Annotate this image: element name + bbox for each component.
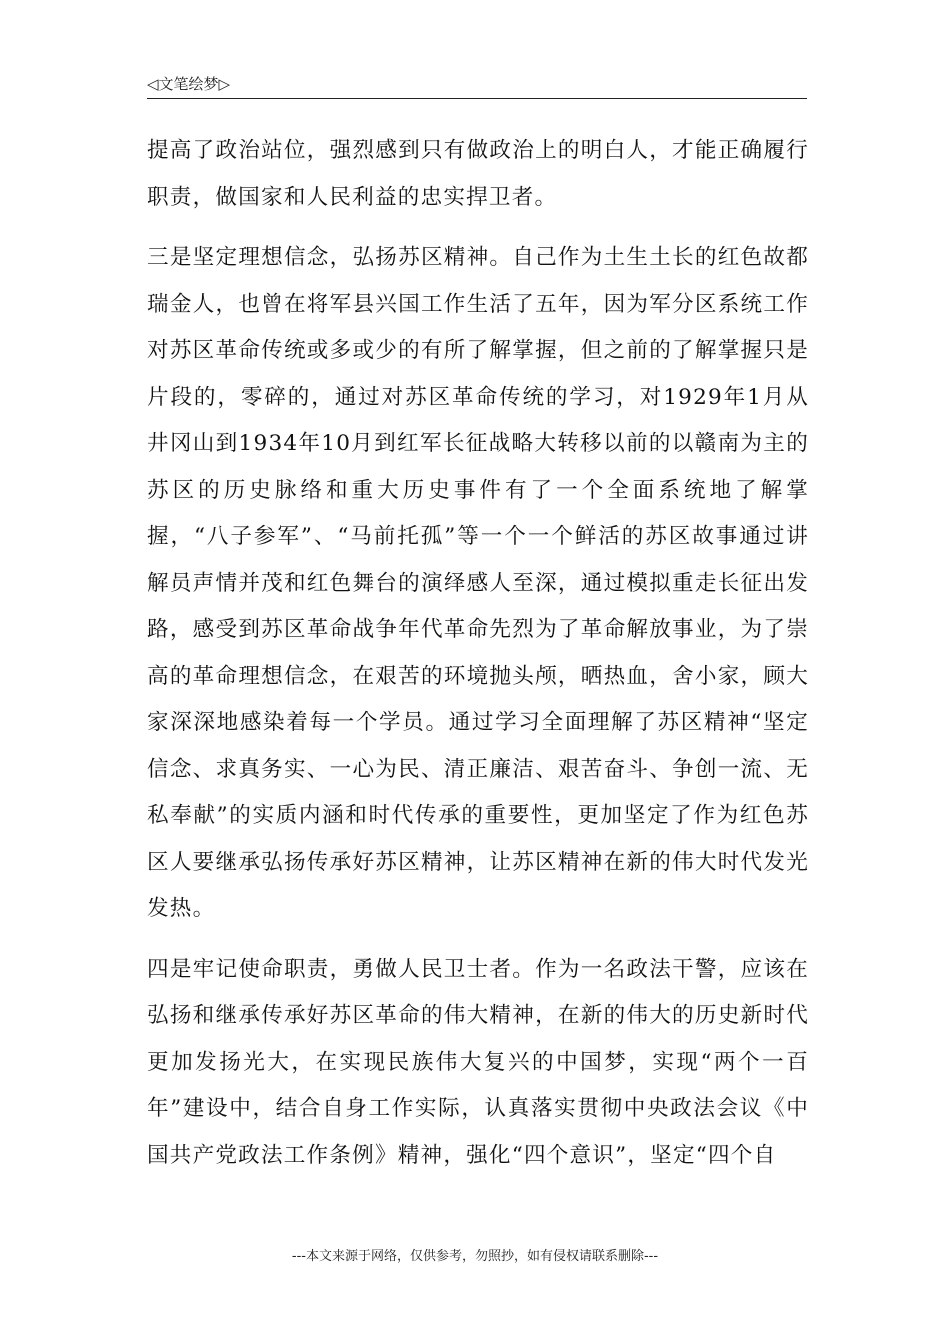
paragraph-2: 三是坚定理想信念，弘扬苏区精神。自己作为土生土长的红色故都瑞金人，也曾在将军县兴国工作生活了五年，因为军分区系统工作对苏区革命传统或多或少的有所了解掌握，但之前的了解掌握只是片段的，零碎的，通过对苏区革命传统的学习，对1929年1月从井冈山到1934年10月到红军长征战略大转移以前的以赣南为主的苏区的历史脉络和重大历史事件有了一个全面系统地了解掌握，“八子参军”、“马前托孤”等一个一个鲜活的苏区故事通过讲解员声情并茂和红色舞台的演绎感人至深，通过模拟重走长征出发路，感受到苏区革命战争年代革命先烈为了革命解放事业，为了崇高的革命理想信念，在艰苦的环境抛头颅，晒热血，舍小家，顾大家深深地感染着每一个学员。通过学习全面理解了苏区精神“坚定信念、求真务实、一心为民、清正廉洁、艰苦奋斗、争创一流、无私奉献”的实质内涵和时代传承的重要性，更加坚定了作为红色苏区人要继承弘扬传承好苏区精神，让苏区精神在新的伟大时代发光发热。 — [147, 245, 809, 921]
document-body — [147, 128, 809, 1179]
paragraph-3: 四是牢记使命职责，勇做人民卫士者。作为一名政法干警，应该在弘扬和继承传承好苏区革命的伟大精神，在新的伟大的历史新时代更加发扬光大，在实现民族伟大复兴的中国梦，实现“两个一百年”建设中，结合自身工作实际，认真落实贯彻中央政法会议《中国共产党政法工作条例》精神，强化“四个意识”，坚定“四个自 — [147, 956, 809, 1168]
header-title: ◁文笔绘梦▷ — [147, 75, 231, 93]
page-header — [147, 74, 807, 99]
paragraph-1: 提高了政治站位，强烈感到只有做政治上的明白人，才能正确履行职责，做国家和人民利益的忠实捍卫者。 — [147, 138, 809, 210]
page-footer: ---本文来源于网络，仅供参考，勿照抄，如有侵权请联系删除--- — [291, 1249, 659, 1264]
